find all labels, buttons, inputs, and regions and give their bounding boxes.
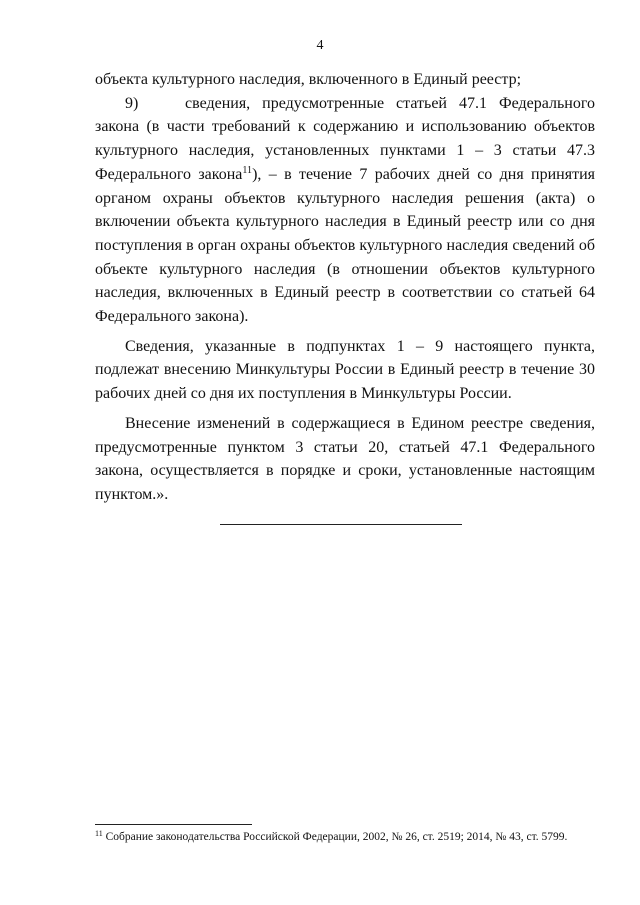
footnote-separator (95, 824, 252, 825)
footnote-reference: 11 (242, 164, 253, 176)
end-of-text-rule (220, 524, 462, 525)
paragraph-changes: Внесение изменений в содержащиеся в Едином реестре сведения, предусмотренные пунктом 3 статьи 20, статьей 47.1 Федерального закона, осуществляется в порядке и сроки, установленные настоящим пунктом.». (95, 414, 595, 503)
list-item-number: 9) (125, 94, 139, 112)
paragraph-continuation: объекта культурного наследия, включенного в Единый реестр; (95, 71, 522, 88)
footnote-text: Собрание законодательства Российской Федерации, 2002, № 26, ст. 2519; 2014, № 43, ст. 5799. (102, 831, 568, 843)
list-item-text-part-1: сведения, предусмотренные статьей 47.1 Федерального закона (в части требований к содержанию и использованию объектов культурного наследия, установленных пунктами 1 – 3 статьи 47.3 Федерального закона (95, 94, 595, 183)
footnote (95, 830, 595, 844)
page-number: 4 (316, 38, 324, 53)
body-text (95, 68, 595, 507)
list-item-text-part-2: ), – в течение 7 рабочих дней со дня принятия органом охраны объектов культурного наследия решения (акта) о включении объекта культурного наследия в Единый реестр или со дня поступления в орган охраны объектов культурного наследия сведений об объекте культурного наследия (в отношении объектов культурного наследия, включенных в Единый реестр в соответствии со статьей 64 Федерального закона). (95, 165, 595, 326)
paragraph-deadline: Сведения, указанные в подпунктах 1 – 9 настоящего пункта, подлежат внесению Минкультуры России в Единый реестр в течение 30 рабочих дней со дня их поступления в Минкультуры России. (95, 337, 595, 403)
footnote-marker: 11 (95, 829, 103, 838)
list-item-9 (95, 92, 595, 329)
